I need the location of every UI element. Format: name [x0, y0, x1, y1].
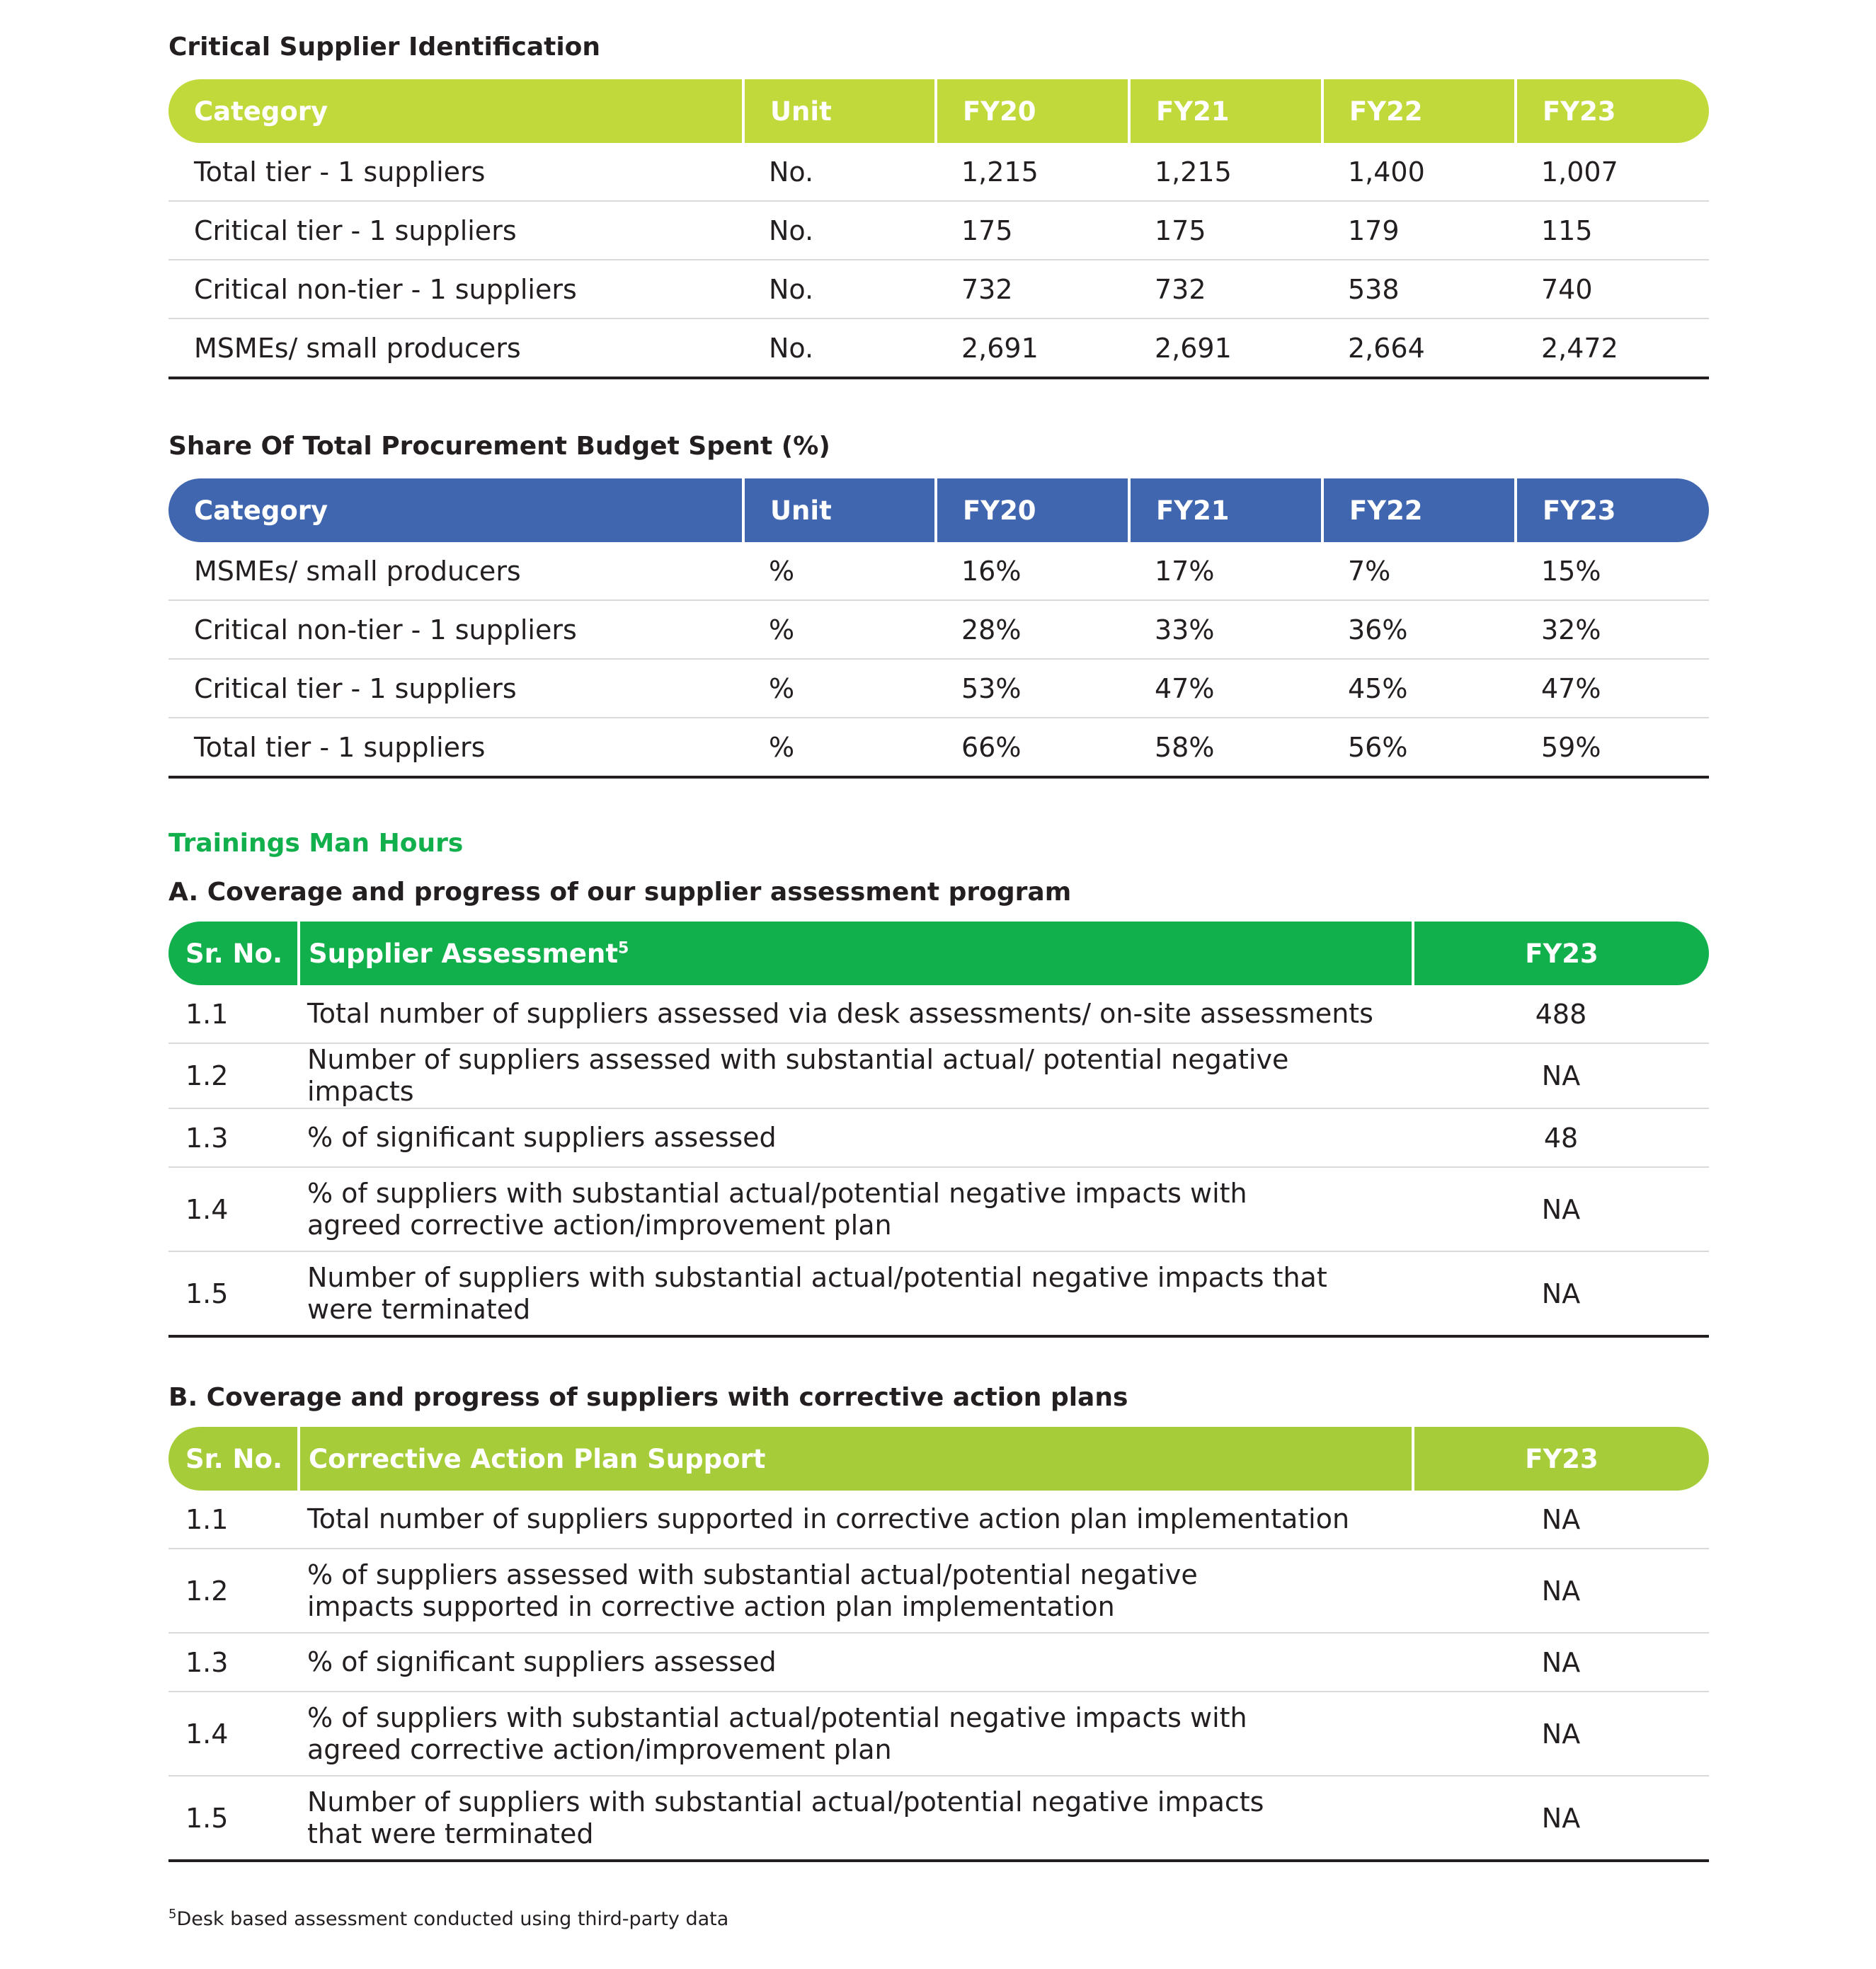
footnote-marker: 5 — [618, 939, 629, 958]
table-cell: % — [743, 542, 936, 600]
table-cell: 53% — [936, 659, 1129, 718]
column-header-fy22: FY22 — [1322, 478, 1516, 542]
column-header-fy20: FY20 — [936, 478, 1129, 542]
table-row — [168, 1251, 1709, 1336]
table-row — [168, 600, 1709, 659]
table-row — [168, 1108, 1709, 1167]
supplier-assessment-title: A. Coverage and progress of our supplier assessment program — [168, 878, 1072, 907]
column-header-category: Category — [168, 79, 743, 143]
table-row — [168, 201, 1709, 260]
table-cell: No. — [743, 143, 936, 201]
table-cell: NA — [1413, 1633, 1709, 1692]
table-row — [168, 985, 1709, 1043]
table-cell: 1.4 — [168, 1167, 299, 1251]
column-header-fy21: FY21 — [1129, 79, 1322, 143]
table-cell: MSMEs/ small producers — [168, 318, 743, 378]
table-cell: % of suppliers assessed with substantial actual/potential negative impacts supported in corrective action plan implementation — [299, 1549, 1413, 1633]
column-header-supplier-assessment — [299, 922, 1413, 985]
table-row — [168, 1167, 1709, 1251]
table-cell: Number of suppliers with substantial actual/potential negative impacts that were terminated — [299, 1251, 1413, 1336]
footnote-marker: 5 — [168, 1907, 177, 1922]
table-cell: 732 — [936, 260, 1129, 318]
table-cell: 1,400 — [1322, 143, 1516, 201]
table-header-row — [168, 1427, 1709, 1491]
column-header-fy23: FY23 — [1413, 922, 1709, 985]
column-header-corrective-action-plan-support: Corrective Action Plan Support — [299, 1427, 1413, 1491]
footnote — [168, 1908, 728, 1930]
table-row — [168, 1491, 1709, 1549]
table-cell: 115 — [1516, 201, 1709, 260]
table-cell: No. — [743, 318, 936, 378]
table-cell: 1.3 — [168, 1633, 299, 1692]
table-cell: 33% — [1129, 600, 1322, 659]
table-cell: % of significant suppliers assessed — [299, 1633, 1413, 1692]
table-row — [168, 318, 1709, 378]
column-header-fy20: FY20 — [936, 79, 1129, 143]
table-row — [168, 1633, 1709, 1692]
table-cell: 175 — [1129, 201, 1322, 260]
table-cell: 1,007 — [1516, 143, 1709, 201]
table-cell: 488 — [1413, 985, 1709, 1043]
table-row — [168, 260, 1709, 318]
column-header-sr-no: Sr. No. — [168, 1427, 299, 1491]
table-cell: 1.5 — [168, 1251, 299, 1336]
table-cell: 32% — [1516, 600, 1709, 659]
footnote-text: Desk based assessment conducted using third-party data — [176, 1908, 729, 1930]
table-cell: 2,691 — [936, 318, 1129, 378]
table-cell: % — [743, 718, 936, 777]
table-cell: NA — [1413, 1692, 1709, 1776]
table-header-row — [168, 922, 1709, 985]
table-row — [168, 1692, 1709, 1776]
table-cell: 56% — [1322, 718, 1516, 777]
table-cell: 48 — [1413, 1108, 1709, 1167]
table-row — [168, 1043, 1709, 1108]
table-cell: % of suppliers with substantial actual/potential negative impacts with agreed corrective action/improvement plan — [299, 1167, 1413, 1251]
column-header-sr-no: Sr. No. — [168, 922, 299, 985]
table-cell: 28% — [936, 600, 1129, 659]
procurement-budget-title: Share Of Total Procurement Budget Spent (%) — [168, 432, 830, 461]
table-cell: 1,215 — [1129, 143, 1322, 201]
trainings-heading: Trainings Man Hours — [168, 829, 464, 858]
table-cell: % — [743, 659, 936, 718]
table-cell: NA — [1413, 1491, 1709, 1549]
column-header-fy23: FY23 — [1413, 1427, 1709, 1491]
table-header-row — [168, 478, 1709, 542]
critical-supplier-title: Critical Supplier Identification — [168, 33, 601, 62]
table-cell: Critical tier - 1 suppliers — [168, 201, 743, 260]
table-cell: 179 — [1322, 201, 1516, 260]
corrective-action-table — [168, 1427, 1709, 1862]
column-header-category: Category — [168, 478, 743, 542]
column-header-fy21: FY21 — [1129, 478, 1322, 542]
table-cell: Number of suppliers with substantial actual/potential negative impacts that were terminated — [299, 1776, 1413, 1861]
table-row — [168, 542, 1709, 600]
procurement-budget-table — [168, 478, 1709, 779]
table-cell: % — [743, 600, 936, 659]
table-cell: Critical tier - 1 suppliers — [168, 659, 743, 718]
table-cell: 1.4 — [168, 1692, 299, 1776]
table-cell: 740 — [1516, 260, 1709, 318]
table-cell: 2,472 — [1516, 318, 1709, 378]
table-cell: Critical non-tier - 1 suppliers — [168, 600, 743, 659]
table-cell: 58% — [1129, 718, 1322, 777]
table-cell: Total number of suppliers assessed via desk assessments/ on-site assessments — [299, 985, 1413, 1043]
column-header-fy23: FY23 — [1516, 79, 1709, 143]
supplier-assessment-table — [168, 922, 1709, 1338]
table-cell: Number of suppliers assessed with substantial actual/ potential negative impacts — [299, 1043, 1413, 1108]
table-cell: Total number of suppliers supported in corrective action plan implementation — [299, 1491, 1413, 1549]
table-cell: 538 — [1322, 260, 1516, 318]
table-cell: 175 — [936, 201, 1129, 260]
column-header-unit: Unit — [743, 79, 936, 143]
table-cell: 15% — [1516, 542, 1709, 600]
table-cell: 7% — [1322, 542, 1516, 600]
table-cell: 1.3 — [168, 1108, 299, 1167]
column-header-unit: Unit — [743, 478, 936, 542]
table-cell: No. — [743, 201, 936, 260]
table-row — [168, 1549, 1709, 1633]
table-cell: 1.2 — [168, 1043, 299, 1108]
table-cell: No. — [743, 260, 936, 318]
table-cell: 2,691 — [1129, 318, 1322, 378]
table-cell: 36% — [1322, 600, 1516, 659]
table-cell: % of suppliers with substantial actual/potential negative impacts with agreed corrective action/improvement plan — [299, 1692, 1413, 1776]
table-cell: 1.5 — [168, 1776, 299, 1861]
table-cell: NA — [1413, 1549, 1709, 1633]
table-row — [168, 1776, 1709, 1861]
corrective-action-title: B. Coverage and progress of suppliers with corrective action plans — [168, 1383, 1128, 1412]
table-cell: 47% — [1129, 659, 1322, 718]
table-row — [168, 143, 1709, 201]
table-cell: 66% — [936, 718, 1129, 777]
table-cell: 17% — [1129, 542, 1322, 600]
table-cell: NA — [1413, 1043, 1709, 1108]
column-header-fy23: FY23 — [1516, 478, 1709, 542]
table-cell: NA — [1413, 1251, 1709, 1336]
table-cell: Total tier - 1 suppliers — [168, 143, 743, 201]
table-cell: Critical non-tier - 1 suppliers — [168, 260, 743, 318]
table-cell: 47% — [1516, 659, 1709, 718]
table-cell: 1.1 — [168, 985, 299, 1043]
table-row — [168, 659, 1709, 718]
table-cell: 16% — [936, 542, 1129, 600]
table-cell: Total tier - 1 suppliers — [168, 718, 743, 777]
table-cell: 732 — [1129, 260, 1322, 318]
table-cell: % of significant suppliers assessed — [299, 1108, 1413, 1167]
table-row — [168, 718, 1709, 777]
table-cell: 1.2 — [168, 1549, 299, 1633]
column-header-fy22: FY22 — [1322, 79, 1516, 143]
table-cell: 1.1 — [168, 1491, 299, 1549]
table-cell: NA — [1413, 1776, 1709, 1861]
table-header-row — [168, 79, 1709, 143]
table-cell: 2,664 — [1322, 318, 1516, 378]
critical-supplier-table — [168, 79, 1709, 379]
table-cell: 59% — [1516, 718, 1709, 777]
table-cell: MSMEs/ small producers — [168, 542, 743, 600]
header-label: Supplier Assessment — [309, 938, 619, 969]
table-cell: 1,215 — [936, 143, 1129, 201]
table-cell: 45% — [1322, 659, 1516, 718]
table-cell: NA — [1413, 1167, 1709, 1251]
